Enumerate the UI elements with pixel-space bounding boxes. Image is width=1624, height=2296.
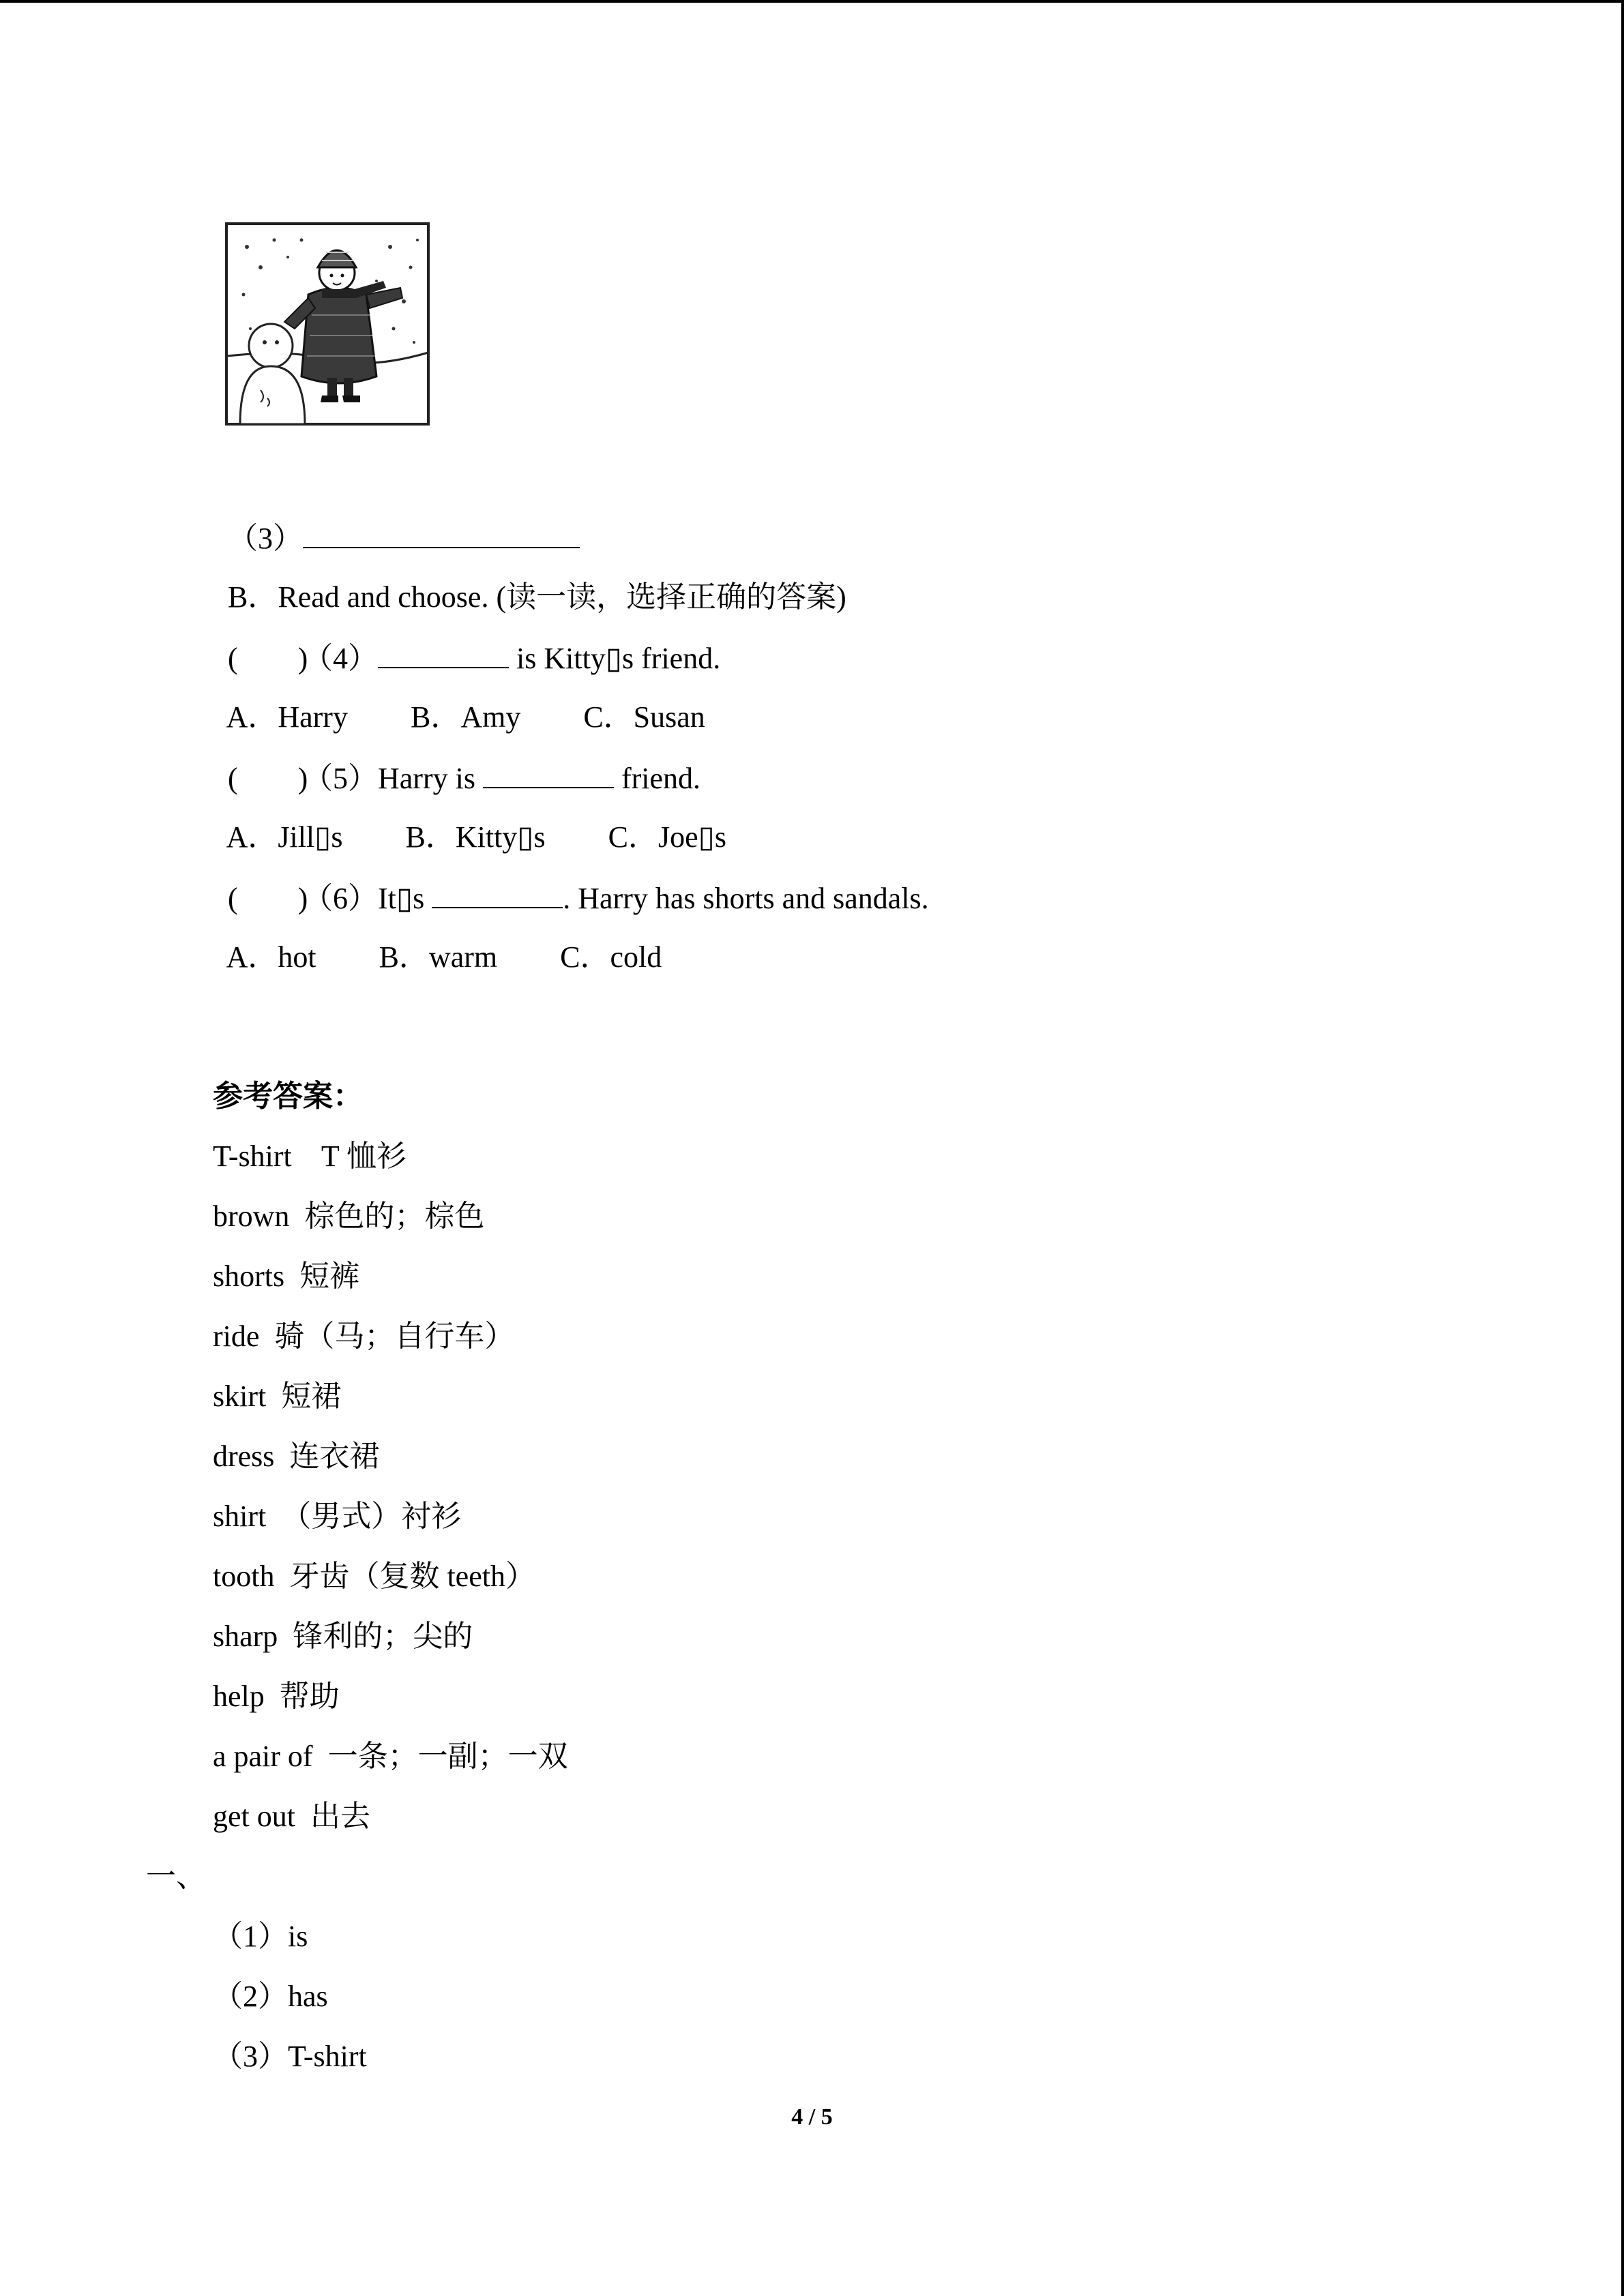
missing-glyph: ▯ xyxy=(396,882,413,915)
page-border-top xyxy=(0,0,1624,3)
vocab-item: ride 骑（马；自行车） xyxy=(213,1320,515,1353)
question-6-text-start: It xyxy=(378,882,396,915)
question-5-text-start: Harry is xyxy=(378,762,483,795)
question-4-text: is Kitty xyxy=(509,642,606,675)
vocab-item: shirt （男式）衬衫 xyxy=(213,1500,462,1533)
question-6-text-end: . Harry has shorts and sandals. xyxy=(563,882,929,915)
vocab-item: T-shirt T 恤衫 xyxy=(213,1139,407,1173)
answer-section-one: 一、 xyxy=(146,1860,206,1893)
q4-option-b[interactable]: B．Amy xyxy=(410,700,521,734)
vocab-item: a pair of 一条；一副；一双 xyxy=(213,1740,568,1773)
question-4-number: （4） xyxy=(303,642,378,675)
vocab-item: brown 棕色的；棕色 xyxy=(213,1199,485,1233)
q5-option-b[interactable]: B．Kitty▯s xyxy=(405,820,546,854)
vocab-item: get out 出去 xyxy=(213,1800,370,1833)
missing-glyph: ▯ xyxy=(605,642,623,675)
q6-option-b[interactable]: B．warm xyxy=(379,940,498,974)
q6-option-c[interactable]: C．cold xyxy=(560,940,662,974)
section-b-title-text: B．Read and choose. (读一读，选择正确的答案) xyxy=(228,580,846,614)
question-6-answer-paren[interactable]: ( ) xyxy=(228,882,308,915)
q4-option-c[interactable]: C．Susan xyxy=(583,700,705,734)
vocab-item: tooth 牙齿（复数 teeth） xyxy=(213,1560,535,1593)
q5-option-c[interactable]: C．Joe▯s xyxy=(608,820,726,854)
vocab-item: skirt 短裙 xyxy=(213,1380,342,1413)
vocab-item: shorts 短裤 xyxy=(213,1259,360,1293)
question-6-options xyxy=(213,896,662,978)
vocab-item: help 帮助 xyxy=(213,1680,340,1713)
question-4-text-end: s friend. xyxy=(622,642,721,675)
snowman-girl-illustration xyxy=(220,220,438,431)
question-5-number: （5） xyxy=(303,762,378,795)
question-6-number: （6） xyxy=(303,882,378,915)
vocab-item: sharp 锋利的；尖的 xyxy=(213,1620,473,1653)
answer-item: （2）has xyxy=(213,1980,328,2013)
q6-option-a[interactable]: A．hot xyxy=(226,940,316,974)
answer-item: （1）is xyxy=(213,1920,308,1953)
page-number: 4 / 5 xyxy=(791,2104,833,2130)
answer-item: （3）T-shirt xyxy=(213,2040,367,2073)
answer-key-heading: 参考答案： xyxy=(213,1079,363,1113)
question-4-answer-paren[interactable]: ( ) xyxy=(228,642,308,675)
question-5-answer-paren[interactable]: ( ) xyxy=(228,762,308,795)
question-6-text-mid: s xyxy=(413,882,432,915)
question-3-number: （3） xyxy=(228,522,303,555)
question-5-text-end: friend. xyxy=(613,762,701,795)
q5-option-a[interactable]: A．Jill▯s xyxy=(226,820,343,854)
vocab-item: dress 连衣裙 xyxy=(213,1440,380,1473)
q4-option-a[interactable]: A．Harry xyxy=(226,700,348,734)
page-border-right xyxy=(1621,0,1624,2296)
